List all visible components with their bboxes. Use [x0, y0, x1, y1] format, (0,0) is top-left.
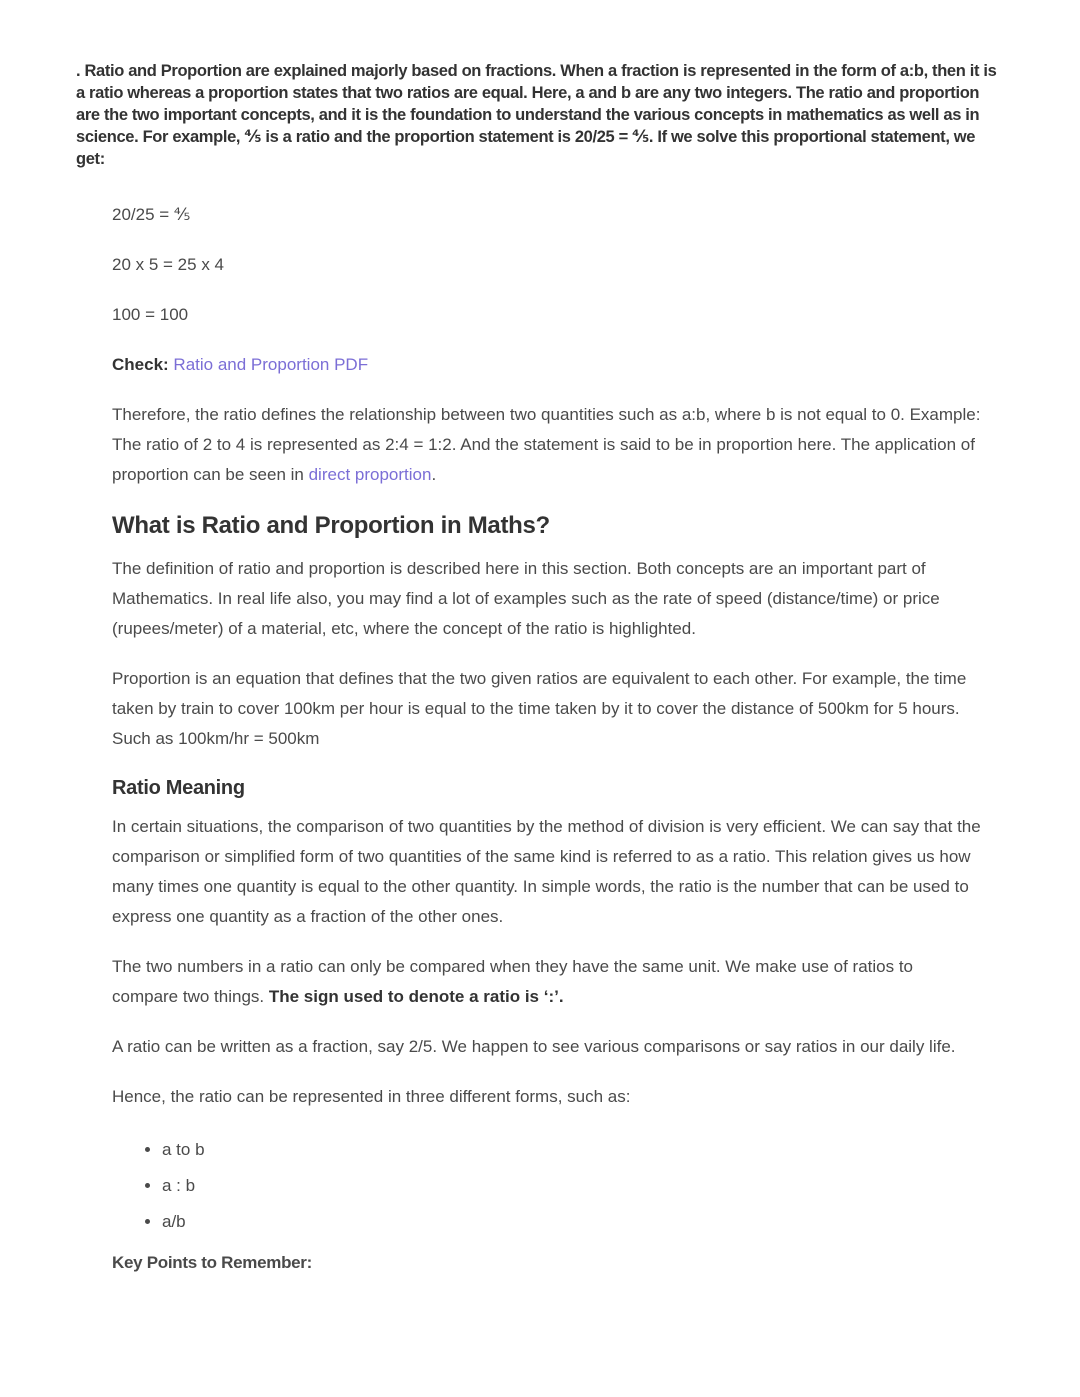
definition-paragraph: The definition of ratio and proportion is described here in this section. Both concepts are an important part of Mathematics. In real life also, you may find a lot of examples such as the rate of speed (distance/time) or price (rupees/meter) of a material, etc, where the concept of the ratio is highlighted. [112, 559, 940, 638]
article-body [112, 200, 982, 1278]
equation-line: 20 x 5 = 25 x 4 [112, 255, 224, 274]
ratio-sign-note: The sign used to denote a ratio is ‘:’. [268, 987, 564, 1006]
therefore-paragraph [112, 400, 982, 490]
equation-line: 100 = 100 [112, 305, 189, 324]
list-item: • a to b [162, 1132, 982, 1168]
ratio-forms-intro: Hence, the ratio can be represented in three different forms, such as: [112, 1087, 631, 1106]
list-item: • a/b [162, 1204, 982, 1240]
ratio-units-text: The two numbers in a ratio can only be compared when they have the same unit. We make use of ratios to compare two things. [112, 957, 914, 1006]
key-points-heading: Key Points to Remember: [112, 1253, 312, 1272]
therefore-suffix: . [431, 465, 437, 484]
intro-text: Ratio and Proportion are explained majorly based on fractions. When a fraction is represented in the form of a:b, then it is a ratio whereas a proportion states that two ratios are equal. Here, a and b are any two integers. The ratio and proportion are the two important concepts, and it is the foundation to understand the various concepts in mathematics as well as in science. For example, ⅘ is a ratio and the proportion statement is 20/25 = ⅘. If we solve this proportional statement, we get: [76, 62, 997, 168]
ratio-units-paragraph [112, 952, 982, 1012]
ratio-meaning-paragraph: In certain situations, the comparison of two quantities by the method of division is very efficient. We can say that the comparison or simplified form of two quantities of the same kind is referred to as a ratio. This relation gives us how many times one quantity is equal to the other quantity. In simple words, the ratio is the number that can be used to express one quantity as a fraction of the other ones. [112, 817, 981, 926]
ratio-fraction-paragraph: A ratio can be written as a fraction, say 2/5. We happen to see various comparisons or say ratios in our daily life. [112, 1037, 956, 1056]
section-heading-ratio-proportion: What is Ratio and Proportion in Maths? [112, 512, 550, 539]
check-label: Check: [112, 355, 169, 374]
intro-prefix: . [76, 62, 85, 80]
list-item: • a : b [162, 1168, 982, 1204]
proportion-paragraph: Proportion is an equation that defines that the two given ratios are equivalent to each other. For example, the time taken by train to cover 100km per hour is equal to the time taken by it to cover the distance of 500km for 5 hours. Such as 100km/hr = 500km [112, 669, 967, 748]
therefore-text: Therefore, the ratio defines the relationship between two quantities such as a:b, where b is not equal to 0. Example: The ratio of 2 to 4 is represented as 2:4 = 1:2. And the statement is said to be in proportion here. The application of proportion can be seen in [112, 405, 981, 484]
intro-paragraph [76, 60, 1006, 170]
section-heading-ratio-meaning: Ratio Meaning [112, 777, 245, 799]
ratio-forms-list [112, 1132, 982, 1240]
direct-proportion-link[interactable]: direct proportion [308, 465, 432, 484]
ratio-proportion-pdf-link[interactable]: Ratio and Proportion PDF [173, 355, 369, 374]
check-line [112, 350, 982, 380]
equation-line: 20/25 = ⅘ [112, 205, 191, 224]
